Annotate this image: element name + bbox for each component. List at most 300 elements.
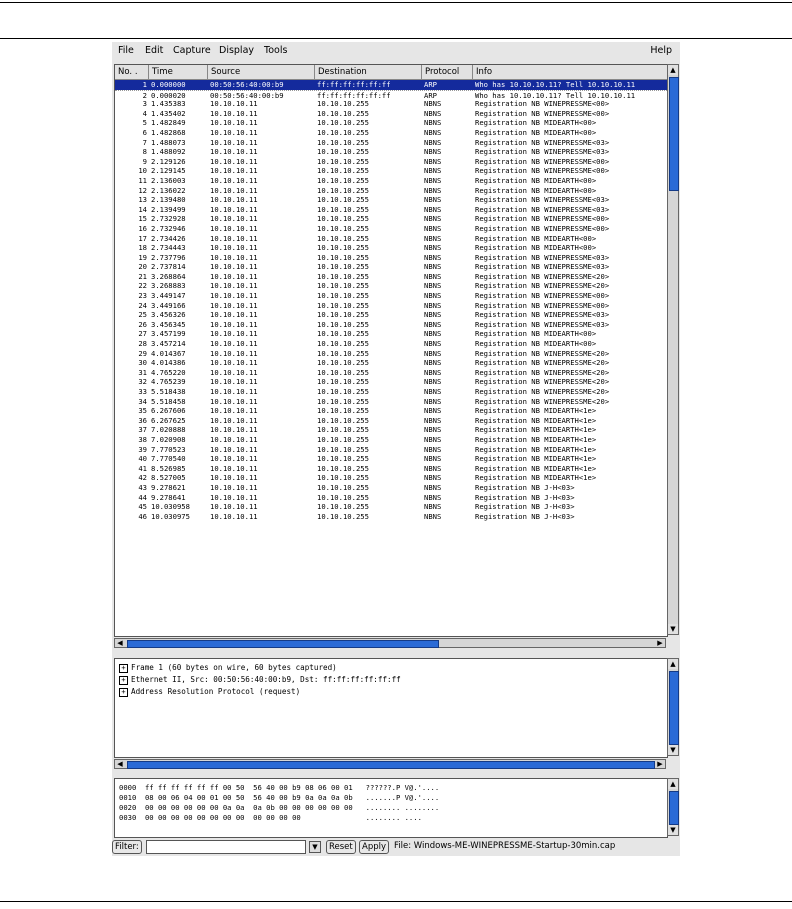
packet-protocol: NBNS [424,492,442,502]
packet-row[interactable] [115,205,667,215]
packet-no: 46 [138,511,147,521]
column-header-source[interactable]: Source [208,65,315,79]
menu-help[interactable]: Help [650,45,672,56]
packet-row[interactable] [115,349,667,359]
tree-node-ethernet[interactable] [119,675,401,685]
packet-protocol: NBNS [424,108,442,118]
packet-time: 2.129126 [151,156,186,166]
packet-no: 29 [138,348,147,358]
ethereal-window [112,42,680,856]
packet-info: Registration NB WINEPRESSME<03> [475,262,610,272]
packet-row[interactable] [115,118,667,128]
packet-source: 10.10.10.11 [210,108,258,118]
packet-row[interactable] [115,473,667,483]
packet-info: Registration NB WINEPRESSME<00> [475,108,610,118]
packet-row[interactable] [115,128,667,138]
packet-info: Who has 10.10.10.11? Tell 10.10.10.11 [475,80,636,89]
packet-protocol: NBNS [424,387,442,396]
packet-protocol: NBNS [424,425,442,435]
packet-destination: 10.10.10.255 [317,166,369,176]
menu-edit[interactable]: Edit [145,45,164,56]
packet-row[interactable] [115,234,667,244]
details-hscroll[interactable] [114,759,666,769]
packet-protocol: NBNS [424,233,442,243]
packet-list-vscroll-thumb[interactable] [669,77,679,191]
apply-button[interactable]: Apply [359,840,389,854]
packet-no: 41 [138,463,147,473]
chevron-down-icon[interactable]: ▼ [309,841,321,853]
packet-time: 2.734443 [151,243,186,253]
packet-destination: 10.10.10.255 [317,108,369,118]
packet-time: 1.482868 [151,127,186,137]
packet-row[interactable] [115,387,667,397]
packet-row[interactable] [115,358,667,368]
packet-row[interactable] [115,186,667,196]
packet-time: 7.770523 [151,444,186,454]
packet-list-hscroll-thumb[interactable] [127,640,439,648]
column-header-info[interactable]: Info [476,67,493,77]
packet-destination: 10.10.10.255 [317,243,369,253]
packet-destination: 10.10.10.255 [317,367,369,377]
scroll-down-icon[interactable]: ▼ [668,745,678,755]
column-header-protocol[interactable]: Protocol [422,65,473,79]
packet-time: 5.518458 [151,396,186,406]
packet-protocol: NBNS [424,348,442,358]
packet-time: 2.136003 [151,175,186,185]
packet-info: Registration NB WINEPRESSME<20> [475,387,610,396]
packet-time: 9.278641 [151,492,186,502]
packet-source: 10.10.10.11 [210,415,258,425]
packet-row[interactable] [115,464,667,474]
filter-button[interactable]: Filter: [112,840,142,854]
scroll-left-icon[interactable]: ◀ [117,639,123,647]
details-vscroll-thumb[interactable] [669,671,679,745]
packet-no: 13 [138,195,147,205]
packet-protocol: NBNS [424,434,442,444]
packet-no: 17 [138,233,147,243]
packet-source: 10.10.10.11 [210,406,258,416]
packet-time: 3.268864 [151,271,186,281]
packet-protocol: NBNS [424,99,442,109]
details-vscroll[interactable] [667,658,679,756]
packet-time: 2.136022 [151,185,186,195]
packet-source: 10.10.10.11 [210,195,258,205]
packet-time: 3.456345 [151,319,186,329]
menu-display[interactable]: Display [219,45,255,56]
packet-row[interactable] [115,90,667,100]
packet-no: 44 [138,492,147,502]
packet-protocol: NBNS [424,358,442,368]
packet-no: 8 [142,147,147,157]
packet-info: Registration NB J-H<03> [475,502,575,512]
packet-row[interactable] [115,368,667,378]
packet-source: 10.10.10.11 [210,281,258,291]
packet-no: 10 [138,166,147,176]
reset-button[interactable]: Reset [326,840,356,854]
packet-info: Registration NB MIDEARTH<00> [475,118,597,128]
packet-source: 10.10.10.11 [210,434,258,444]
packet-destination: 10.10.10.255 [317,214,369,224]
menu-tools[interactable]: Tools [264,45,288,56]
packet-protocol: NBNS [424,415,442,425]
packet-time: 9.278621 [151,482,186,492]
packet-protocol: NBNS [424,339,442,349]
packet-row[interactable] [115,157,667,167]
packet-no: 12 [138,185,147,195]
packet-source: 10.10.10.11 [210,492,258,502]
packet-row[interactable] [115,512,667,522]
packet-no: 21 [138,271,147,281]
packet-destination: ff:ff:ff:ff:ff:ff [317,90,391,100]
packet-source: 10.10.10.11 [210,329,258,339]
packet-protocol: NBNS [424,511,442,521]
packet-protocol: NBNS [424,454,442,464]
packet-source: 10.10.10.11 [210,214,258,224]
menu-file[interactable]: File [118,45,134,56]
packet-destination: ff:ff:ff:ff:ff:ff [317,80,391,89]
packet-info: Registration NB MIDEARTH<00> [475,185,597,195]
menubar [112,42,680,60]
packet-info: Registration NB MIDEARTH<1e> [475,425,597,435]
packet-source: 10.10.10.11 [210,502,258,512]
packet-time: 2.129145 [151,166,186,176]
packet-source: 10.10.10.11 [210,166,258,176]
packet-row[interactable] [115,301,667,311]
packet-row[interactable] [115,224,667,234]
packet-info: Registration NB WINEPRESSME<20> [475,358,610,368]
packet-time: 1.482849 [151,118,186,128]
packet-protocol: NBNS [424,329,442,339]
packet-destination: 10.10.10.255 [317,319,369,329]
scroll-up-icon[interactable]: ▲ [668,659,678,669]
packet-protocol: NBNS [424,156,442,166]
packet-list-header [115,65,667,80]
packet-list[interactable] [114,64,668,637]
packet-info: Registration NB MIDEARTH<1e> [475,444,597,454]
packet-protocol: NBNS [424,214,442,224]
packet-time: 0.000000 [151,80,186,89]
packet-no: 38 [138,434,147,444]
packet-destination: 10.10.10.255 [317,233,369,243]
packet-protocol: NBNS [424,137,442,147]
packet-row[interactable] [115,138,667,148]
packet-info: Registration NB WINEPRESSME<00> [475,214,610,224]
packet-protocol: NBNS [424,147,442,157]
packet-row[interactable] [115,445,667,455]
packet-time: 3.457199 [151,329,186,339]
packet-source: 10.10.10.11 [210,271,258,281]
packet-row[interactable] [115,80,667,90]
packet-info: Registration NB J-H<03> [475,482,575,492]
packet-no: 6 [142,127,147,137]
hex-dump[interactable] [114,778,668,838]
packet-row[interactable] [115,435,667,445]
packet-no: 25 [138,310,147,320]
packet-no: 31 [138,367,147,377]
packet-destination: 10.10.10.255 [317,425,369,435]
packet-protocol: NBNS [424,310,442,320]
packet-no: 19 [138,252,147,262]
packet-protocol: NBNS [424,300,442,310]
packet-protocol: NBNS [424,319,442,329]
hex-vscroll-thumb[interactable] [669,791,679,825]
packet-destination: 10.10.10.255 [317,175,369,185]
packet-row[interactable] [115,166,667,176]
packet-no: 40 [138,454,147,464]
packet-row[interactable] [115,406,667,416]
expand-plus-icon[interactable]: + [119,688,128,697]
packet-info: Registration NB MIDEARTH<1e> [475,473,597,483]
packet-protocol: NBNS [424,195,442,205]
packet-source: 10.10.10.11 [210,262,258,272]
packet-source: 10.10.10.11 [210,387,258,396]
packet-source: 10.10.10.11 [210,204,258,214]
packet-destination: 10.10.10.255 [317,377,369,387]
packet-destination: 10.10.10.255 [317,463,369,473]
hex-line: 0000 ff ff ff ff ff ff 00 50 56 40 00 b9 08 06 00 01 ??????.P V@.'.... [119,783,440,792]
packet-row[interactable] [115,397,667,407]
tree-node-label: Frame 1 (60 bytes on wire, 60 bytes captured) [131,663,337,672]
packet-time: 6.267606 [151,406,186,416]
status-file: File: Windows-ME-WINEPRESSME-Startup-30min.cap [394,841,616,851]
packet-row[interactable] [115,425,667,435]
packet-row[interactable] [115,320,667,330]
scroll-down-icon[interactable]: ▼ [668,624,678,634]
packet-info: Registration NB MIDEARTH<00> [475,339,597,349]
packet-row[interactable] [115,214,667,224]
tree-node-arp[interactable] [119,687,300,697]
packet-source: 10.10.10.11 [210,223,258,233]
packet-row[interactable] [115,253,667,263]
packet-no: 34 [138,396,147,406]
packet-source: 10.10.10.11 [210,233,258,243]
packet-row[interactable] [115,502,667,512]
scroll-up-icon[interactable]: ▲ [668,779,678,789]
packet-no: 42 [138,473,147,483]
packet-info: Registration NB MIDEARTH<00> [475,329,597,339]
packet-destination: 10.10.10.255 [317,281,369,291]
tree-node-frame[interactable] [119,663,337,673]
packet-time: 4.014367 [151,348,186,358]
packet-source: 10.10.10.11 [210,118,258,128]
packet-time: 7.020908 [151,434,186,444]
packet-time: 2.737796 [151,252,186,262]
menu-capture[interactable]: Capture [173,45,211,56]
packet-destination: 10.10.10.255 [317,482,369,492]
packet-protocol: NBNS [424,281,442,291]
packet-time: 10.030958 [151,502,190,512]
packet-destination: 10.10.10.255 [317,396,369,406]
packet-no: 16 [138,223,147,233]
column-header-destination[interactable]: Destination [315,65,422,79]
packet-protocol: NBNS [424,271,442,281]
packet-no: 37 [138,425,147,435]
packet-row[interactable] [115,416,667,426]
packet-row[interactable] [115,493,667,503]
packet-row[interactable] [115,329,667,339]
packet-no: 18 [138,243,147,253]
packet-no: 24 [138,300,147,310]
packet-destination: 10.10.10.255 [317,262,369,272]
packet-protocol: NBNS [424,396,442,406]
packet-no: 11 [138,175,147,185]
tree-node-label: Address Resolution Protocol (request) [131,687,301,696]
details-hscroll-thumb[interactable] [127,761,655,769]
packet-destination: 10.10.10.255 [317,223,369,233]
column-header-time[interactable]: Time [149,65,208,79]
packet-destination: 10.10.10.255 [317,387,369,396]
column-header-no[interactable]: No. . [115,65,149,79]
filter-input[interactable] [146,840,306,854]
expand-plus-icon[interactable]: + [119,676,128,685]
scroll-right-icon[interactable]: ▶ [657,639,663,647]
packet-source: 10.10.10.11 [210,511,258,521]
packet-source: 00:50:56:40:00:b9 [210,80,284,89]
packet-info: Registration NB J-H<03> [475,492,575,502]
packet-info: Registration NB MIDEARTH<1e> [475,463,597,473]
packet-source: 10.10.10.11 [210,137,258,147]
packet-row[interactable] [115,291,667,301]
packet-info: Registration NB WINEPRESSME<00> [475,156,610,166]
packet-row[interactable] [115,99,667,109]
packet-destination: 10.10.10.255 [317,348,369,358]
packet-destination: 10.10.10.255 [317,204,369,214]
packet-source: 10.10.10.11 [210,377,258,387]
packet-no: 2 [142,90,147,100]
packet-info: Registration NB MIDEARTH<00> [475,243,597,253]
packet-no: 20 [138,262,147,272]
packet-list-hscroll[interactable] [114,638,666,648]
packet-row[interactable] [115,377,667,387]
packet-protocol: NBNS [424,243,442,253]
packet-destination: 10.10.10.255 [317,492,369,502]
packet-no: 23 [138,291,147,301]
packet-details-tree[interactable] [114,658,668,758]
packet-no: 14 [138,204,147,214]
packet-protocol: NBNS [424,175,442,185]
packet-info: Registration NB WINEPRESSME<03> [475,310,610,320]
packet-info: Registration NB MIDEARTH<1e> [475,406,597,416]
packet-no: 15 [138,214,147,224]
packet-destination: 10.10.10.255 [317,156,369,166]
filter-bar [112,840,680,856]
packet-destination: 10.10.10.255 [317,127,369,137]
packet-row[interactable] [115,243,667,253]
packet-destination: 10.10.10.255 [317,300,369,310]
header-rule [0,38,792,39]
packet-info: Registration NB WINEPRESSME<20> [475,377,610,387]
packet-protocol: NBNS [424,185,442,195]
packet-info: Registration NB WINEPRESSME<20> [475,281,610,291]
packet-no: 27 [138,329,147,339]
packet-info: Registration NB MIDEARTH<1e> [475,415,597,425]
packet-time: 4.014386 [151,358,186,368]
packet-source: 10.10.10.11 [210,127,258,137]
packet-source: 10.10.10.11 [210,339,258,349]
packet-row[interactable] [115,483,667,493]
packet-protocol: NBNS [424,463,442,473]
packet-source: 10.10.10.11 [210,147,258,157]
packet-time: 2.139480 [151,195,186,205]
packet-destination: 10.10.10.255 [317,434,369,444]
hex-line: 0010 08 00 06 04 00 01 00 50 56 40 00 b9 0a 0a 0a 0b .......P V@.'.... [119,793,440,802]
expand-plus-icon[interactable]: + [119,664,128,673]
packet-destination: 10.10.10.255 [317,137,369,147]
packet-time: 4.765239 [151,377,186,387]
packet-info: Who has 10.10.10.11? Tell 10.10.10.11 [475,90,636,100]
packet-protocol: NBNS [424,502,442,512]
hex-vscroll[interactable] [667,778,679,836]
packet-time: 8.527005 [151,473,186,483]
packet-row[interactable] [115,262,667,272]
packet-time: 2.732946 [151,223,186,233]
packet-info: Registration NB WINEPRESSME<00> [475,291,610,301]
packet-destination: 10.10.10.255 [317,444,369,454]
packet-row[interactable] [115,454,667,464]
packet-info: Registration NB WINEPRESSME<03> [475,252,610,262]
packet-info: Registration NB WINEPRESSME<00> [475,223,610,233]
packet-time: 1.435383 [151,99,186,109]
packet-destination: 10.10.10.255 [317,310,369,320]
packet-info: Registration NB MIDEARTH<1e> [475,434,597,444]
packet-destination: 10.10.10.255 [317,502,369,512]
scroll-left-icon[interactable]: ◀ [117,760,123,768]
packet-source: 10.10.10.11 [210,291,258,301]
packet-protocol: NBNS [424,118,442,128]
scroll-up-icon[interactable]: ▲ [668,65,678,75]
packet-time: 2.734426 [151,233,186,243]
packet-row[interactable] [115,310,667,320]
packet-no: 39 [138,444,147,454]
packet-time: 3.449166 [151,300,186,310]
packet-destination: 10.10.10.255 [317,147,369,157]
packet-row[interactable] [115,176,667,186]
packet-row[interactable] [115,272,667,282]
packet-list-vscroll[interactable] [667,64,679,635]
packet-info: Registration NB WINEPRESSME<20> [475,348,610,358]
packet-source: 10.10.10.11 [210,358,258,368]
packet-info: Registration NB WINEPRESSME<00> [475,300,610,310]
hex-line: 0020 00 00 00 00 00 00 0a 0a 0a 0b 00 00 00 00 00 00 ........ ........ [119,803,440,812]
packet-source: 10.10.10.11 [210,243,258,253]
packet-row[interactable] [115,109,667,119]
packet-row[interactable] [115,195,667,205]
packet-source: 10.10.10.11 [210,396,258,406]
packet-protocol: NBNS [424,473,442,483]
packet-protocol: NBNS [424,444,442,454]
tree-node-label: Ethernet II, Src: 00:50:56:40:00:b9, Dst: ff:ff:ff:ff:ff:ff [131,675,401,684]
packet-row[interactable] [115,339,667,349]
bottom-rule [0,901,792,902]
scroll-down-icon[interactable]: ▼ [668,825,678,835]
packet-info: Registration NB MIDEARTH<1e> [475,454,597,464]
packet-source: 10.10.10.11 [210,310,258,320]
packet-source: 00:50:56:40:00:b9 [210,90,284,100]
packet-no: 3 [142,99,147,109]
packet-time: 3.456326 [151,310,186,320]
packet-source: 10.10.10.11 [210,482,258,492]
packet-info: Registration NB WINEPRESSME<20> [475,271,610,281]
packet-time: 7.020888 [151,425,186,435]
packet-destination: 10.10.10.255 [317,473,369,483]
packet-source: 10.10.10.11 [210,425,258,435]
packet-row[interactable] [115,281,667,291]
scroll-right-icon[interactable]: ▶ [657,760,663,768]
packet-source: 10.10.10.11 [210,367,258,377]
packet-row[interactable] [115,147,667,157]
packet-protocol: NBNS [424,204,442,214]
packet-destination: 10.10.10.255 [317,118,369,128]
